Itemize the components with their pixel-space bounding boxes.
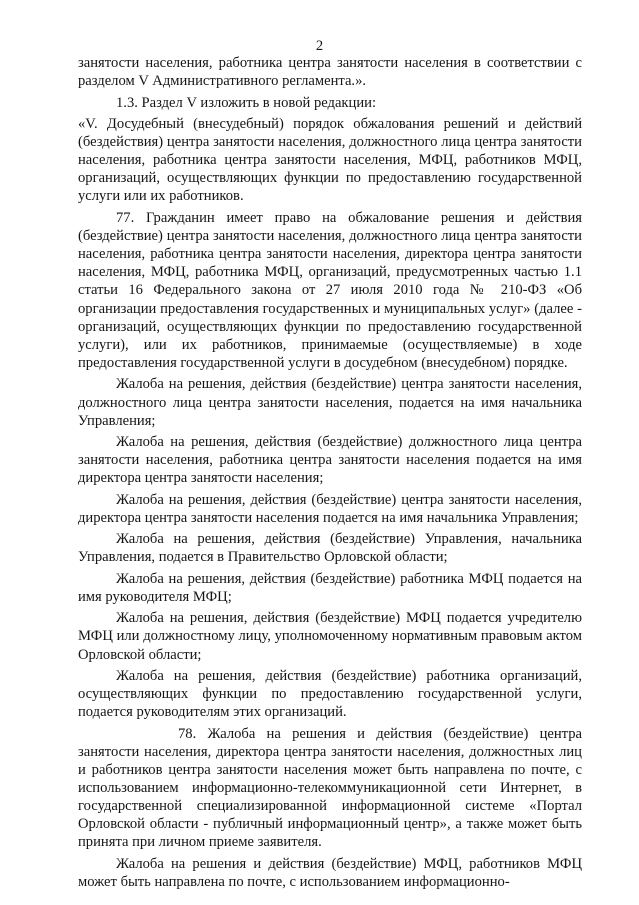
- paragraph-77: 77. Гражданин имеет право на обжалование решения и действия (бездействие) центра занятости населения, должностного лица центра занятости населения, работника центра занятости населения, директора центра занятости населения, МФЦ, работника МФЦ, организаций, предусмотренных частью 1.1 статьи 16 Федерального закона от 27 июля 2010 года № 210-ФЗ «Об организации предоставления государственных и муниципальных услуг» (далее - организаций, осуществляющих функции по предоставлению государственной услуги), или их работников, принимаемые (осуществляемые) в ходе предоставления государственной услуги в досудебном (внесудебном) порядке.: [78, 209, 582, 372]
- paragraph-78: 78. Жалоба на решения и действия (бездействие) центра занятости населения, директора центра занятости населения, должностных лиц и работников центра занятости населения может быть направлена по почте, с использованием информационно-телекоммуникационной сети Интернет, в государственной специализированной информационной системе «Портал Орловской области - публичный информационный центр», а также может быть принята при личном приеме заявителя.: [78, 725, 582, 851]
- paragraph-item-1-3: 1.3. Раздел V изложить в новой редакции:: [116, 94, 377, 111]
- paragraph-continuation: занятости населения, работника центра занятости населения в соответствии с разделом V Административного регламента.».: [78, 55, 582, 90]
- section-v-heading: «V. Досудебный (внесудебный) порядок обжалования решений и действий (бездействия) центра занятости населения, должностного лица центра занятости населения, работника центра занятости населения, МФЦ, работников МФЦ, организаций, осуществляющих функции по предоставлению государственной услуги или их работников.: [78, 115, 582, 205]
- page-number: 2: [315, 38, 324, 54]
- paragraph-complaint-3: Жалоба на решения, действия (бездействие) центра занятости населения, директора центра занятости населения подается на имя начальника Управления;: [78, 491, 582, 526]
- paragraph-complaint-6: Жалоба на решения, действия (бездействие) МФЦ подается учредителю МФЦ или должностному лицу, уполномоченному нормативным правовым актом Орловской области;: [78, 610, 582, 663]
- paragraph-complaint-7: Жалоба на решения, действия (бездействие) работника организаций, осуществляющих функции по предоставлению государственной услуги, подается руководителям этих организаций.: [78, 667, 582, 721]
- paragraph-complaint-2: Жалоба на решения, действия (бездействие) должностного лица центра занятости населения, работника центра занятости населения подается на имя директора центра занятости населения;: [78, 434, 582, 487]
- paragraph-complaint-4: Жалоба на решения, действия (бездействие) Управления, начальника Управления, подается в Правительство Орловской области;: [78, 531, 582, 566]
- document-body: [78, 54, 582, 894]
- paragraph-complaint-5: Жалоба на решения, действия (бездействие) работника МФЦ подается на имя руководителя МФЦ;: [78, 570, 582, 605]
- paragraph-complaint-1: Жалоба на решения, действия (бездействие) центра занятости населения, должностного лица центра занятости населения, подается на имя начальника Управления;: [78, 376, 582, 429]
- paragraph-complaint-mfc: Жалоба на решения и действия (бездействие) МФЦ, работников МФЦ может быть направлена по почте, с использованием информационно-: [78, 855, 582, 890]
